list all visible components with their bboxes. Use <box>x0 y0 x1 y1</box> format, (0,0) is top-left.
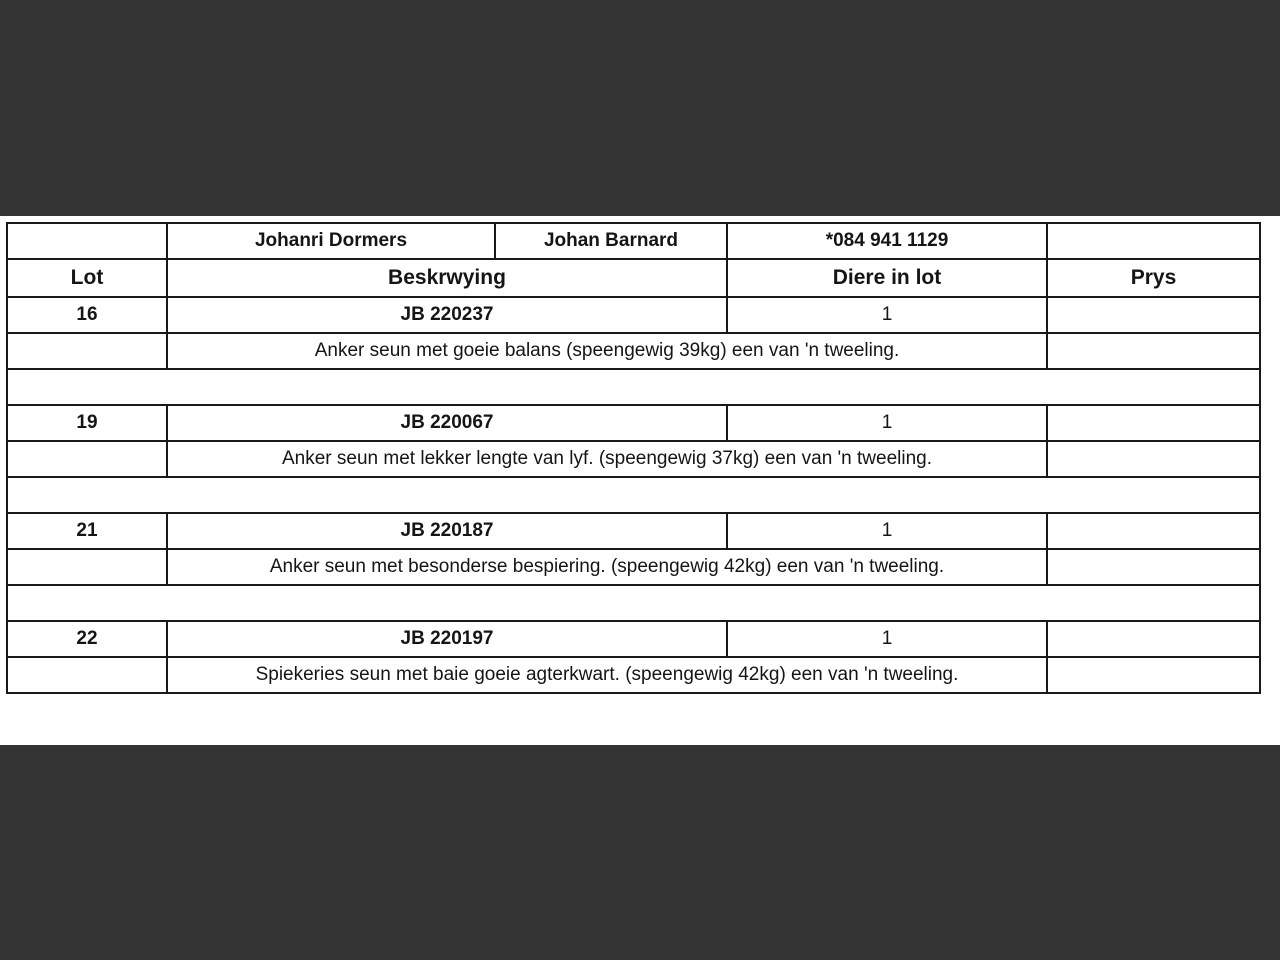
spacer-row <box>7 477 1260 513</box>
lot-description-row <box>7 657 1260 693</box>
info-blank-cell <box>1047 223 1260 259</box>
spacer-row <box>7 585 1260 621</box>
header-lot: Lot <box>7 259 167 297</box>
header-price: Prys <box>1047 259 1260 297</box>
lot-description: Spiekeries seun met baie goeie agterkwart. (speengewig 42kg) een van 'n tweeling. <box>167 657 1047 693</box>
lot-description: Anker seun met besonderse bespiering. (speengewig 42kg) een van 'n tweeling. <box>167 549 1047 585</box>
lot-price <box>1047 513 1260 549</box>
spacer-row <box>7 369 1260 405</box>
lot-row <box>7 513 1260 549</box>
lot-price <box>1047 297 1260 333</box>
header-description: Beskrwying <box>167 259 727 297</box>
lot-animals: 1 <box>727 621 1047 657</box>
blank-cell <box>1047 657 1260 693</box>
lot-animals: 1 <box>727 513 1047 549</box>
lot-row <box>7 621 1260 657</box>
seller-info-row <box>7 223 1260 259</box>
info-blank-cell <box>7 223 167 259</box>
spacer-cell <box>7 585 1260 621</box>
blank-cell <box>7 549 167 585</box>
lot-number: 22 <box>7 621 167 657</box>
blank-cell <box>1047 441 1260 477</box>
spacer-cell <box>7 477 1260 513</box>
lot-code: JB 220197 <box>167 621 727 657</box>
lot-description-row <box>7 549 1260 585</box>
lot-code: JB 220237 <box>167 297 727 333</box>
auction-lot-table <box>6 222 1261 694</box>
scanned-page <box>0 216 1280 745</box>
lot-price <box>1047 405 1260 441</box>
header-animals: Diere in lot <box>727 259 1047 297</box>
lot-code: JB 220187 <box>167 513 727 549</box>
blank-cell <box>1047 333 1260 369</box>
lot-animals: 1 <box>727 405 1047 441</box>
seller-name-1: Johanri Dormers <box>167 223 495 259</box>
lot-row <box>7 297 1260 333</box>
lot-description: Anker seun met lekker lengte van lyf. (speengewig 37kg) een van 'n tweeling. <box>167 441 1047 477</box>
blank-cell <box>7 657 167 693</box>
blank-cell <box>7 333 167 369</box>
spacer-cell <box>7 369 1260 405</box>
lot-number: 16 <box>7 297 167 333</box>
lot-row <box>7 405 1260 441</box>
lot-animals: 1 <box>727 297 1047 333</box>
seller-name-2: Johan Barnard <box>495 223 727 259</box>
lot-number: 21 <box>7 513 167 549</box>
lot-description-row <box>7 441 1260 477</box>
blank-cell <box>7 441 167 477</box>
column-header-row <box>7 259 1260 297</box>
seller-phone: *084 941 1129 <box>727 223 1047 259</box>
blank-cell <box>1047 549 1260 585</box>
lot-description: Anker seun met goeie balans (speengewig 39kg) een van 'n tweeling. <box>167 333 1047 369</box>
lot-description-row <box>7 333 1260 369</box>
lot-code: JB 220067 <box>167 405 727 441</box>
lot-number: 19 <box>7 405 167 441</box>
lot-price <box>1047 621 1260 657</box>
